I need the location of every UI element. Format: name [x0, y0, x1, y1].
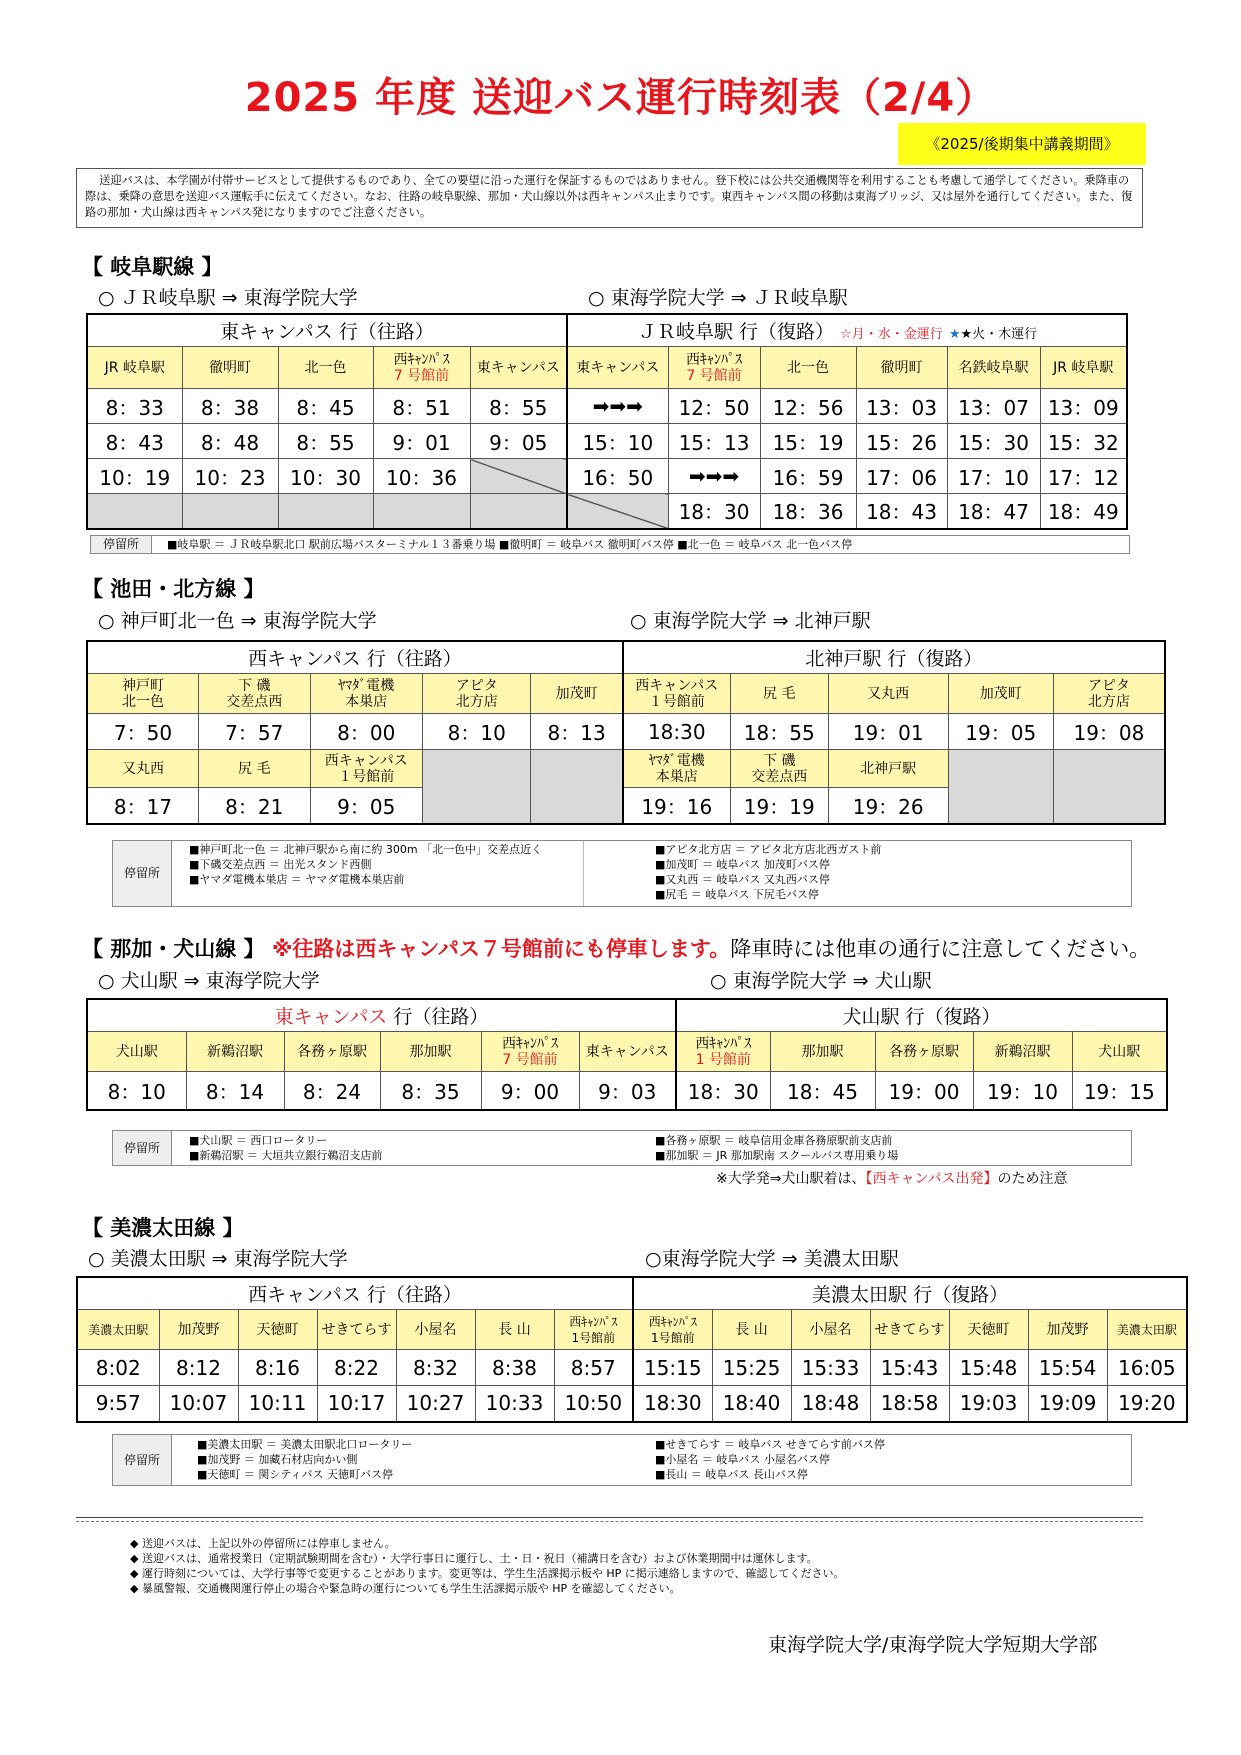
time-cell: 18:30 — [633, 1386, 712, 1422]
time-cell: 15：10 — [567, 424, 668, 459]
time-cell: 12：50 — [668, 389, 760, 424]
station-line: 1号館前 — [571, 1330, 616, 1345]
gifu-legend-a: ☆月・水・金運行 — [840, 327, 943, 342]
time-cell: 17：06 — [856, 459, 947, 494]
time-cell: 7：50 — [87, 714, 199, 750]
time-cell: 8：24 — [284, 1072, 380, 1110]
time-cell: 15：30 — [947, 424, 1040, 459]
station-cell: 長 山 — [475, 1310, 554, 1350]
naka-timetable — [86, 998, 1168, 1111]
time-cell: 10:33 — [475, 1386, 554, 1422]
stop-entry: ■那加駅 ＝ JR 那加駅南 スクールバス専用乗り場 — [655, 1149, 899, 1162]
period-badge: 《2025/後期集中講義期間》 — [898, 123, 1146, 165]
time-cell: 15:25 — [712, 1350, 791, 1386]
note-item: ◆ 暴風警報、交通機関運行停止の場合や緊急時の運行についても学生生活課掲示版や HP を確認してください。 — [130, 1582, 681, 1595]
time-cell: 18:40 — [712, 1386, 791, 1422]
station-cell: 天徳町 — [238, 1310, 317, 1350]
station-cell: 徹明町 — [856, 347, 947, 389]
station-line: 西ｷｬﾝﾊﾟｽ — [502, 1035, 558, 1052]
naka-header-out — [87, 999, 676, 1032]
time-cell: 8：55 — [470, 389, 567, 424]
station-cell: 新鵜沼駅 — [186, 1032, 284, 1072]
station-cell: 名鉄岐阜駅 — [947, 347, 1040, 389]
stop-entry: ■アピタ北方店 ＝ アピタ北方店北西ガスト前 — [655, 843, 882, 856]
empty-cell — [470, 459, 567, 494]
time-cell: 18:48 — [791, 1386, 870, 1422]
station-cell: 東キャンパス — [470, 347, 567, 389]
station-line: 7 号館前 — [393, 367, 450, 384]
station-line: 本巣店 — [655, 768, 698, 785]
divider-rule — [76, 1521, 1143, 1522]
arrow-cell: ➡➡➡ — [567, 389, 668, 424]
arrow-cell: ➡➡➡ — [668, 459, 760, 494]
station-cell — [730, 750, 828, 788]
time-cell: 8:12 — [159, 1350, 238, 1386]
time-cell: 8：48 — [182, 424, 278, 459]
time-cell: 10：19 — [87, 459, 182, 494]
station-cell: 小屋名 — [791, 1310, 870, 1350]
stop-entry: ■天徳町 ＝ 関シティバス 天徳町バス停 — [197, 1468, 394, 1481]
empty-cell — [182, 494, 278, 529]
station-line: 7 号館前 — [502, 1051, 558, 1068]
time-cell: 15:15 — [633, 1350, 712, 1386]
station-line: 西キャンパス — [635, 677, 719, 694]
mino-header-out: 西キャンパス 行（往路） — [77, 1277, 633, 1310]
stops-right — [655, 1437, 885, 1482]
time-cell: 18：55 — [730, 714, 828, 750]
naka-stops-box — [112, 1130, 1132, 1166]
time-cell: 10:07 — [159, 1386, 238, 1422]
ikeda-dir-out: ○ 神戸町北一色 ⇒ 東海学院大学 — [98, 610, 377, 632]
empty-cell — [423, 750, 531, 824]
stop-entry: ■せきてらす ＝ 岐阜バス せきてらす前バス停 — [655, 1438, 885, 1451]
time-cell: 10:27 — [396, 1386, 475, 1422]
station-cell: せきてらす — [317, 1310, 396, 1350]
station-cell: 又丸西 — [828, 674, 948, 714]
time-cell: 15:43 — [870, 1350, 949, 1386]
time-cell: 15：13 — [668, 424, 760, 459]
time-cell: 8：33 — [87, 389, 182, 424]
empty-cell — [278, 494, 373, 529]
time-cell: 18：47 — [947, 494, 1040, 529]
station-line: アピタ — [1087, 677, 1130, 694]
station-cell: 天徳町 — [949, 1310, 1028, 1350]
time-cell: 19:20 — [1107, 1386, 1187, 1422]
stop-entry: ■又丸西 ＝ 岐阜バス 又丸西バス停 — [655, 873, 830, 886]
station-line: ﾔﾏﾀﾞ電機 — [338, 677, 395, 694]
station-line: 7 号館前 — [686, 367, 742, 384]
time-cell: 8：51 — [373, 389, 470, 424]
time-cell: 10：36 — [373, 459, 470, 494]
time-cell: 16：59 — [760, 459, 856, 494]
stop-label: 停留所 — [113, 841, 172, 906]
time-cell: 8:16 — [238, 1350, 317, 1386]
notice-box — [76, 168, 1143, 228]
stop-label: 停留所 — [91, 536, 152, 553]
station-cell: 那加駅 — [770, 1032, 875, 1072]
station-cell: 加茂町 — [948, 674, 1053, 714]
time-cell: 18：49 — [1040, 494, 1127, 529]
station-cell — [676, 1032, 770, 1072]
station-cell: 徹明町 — [182, 347, 278, 389]
station-line: 北方店 — [1087, 693, 1130, 710]
time-cell: 8：13 — [531, 714, 623, 750]
notice-text: 送迎バスは、本学園が付帯サービスとして提供するものであり、全ての要望に沿った運行を保証するものではありません。登下校には公共交通機関等を利用することも考慮して通学してください。乗降車の際は、乗降の意思を送迎バス運転手に伝えてください。なお、往路の岐阜駅線、那加・犬山線以外は西キャンパス止まりです。東西キャンパス間の移動は東海ブリッジ、又は屋外を通行してください。また、復路の那加・犬山線は西キャンパス発になりますのでご注意ください。 — [85, 174, 1133, 219]
note-item: ◆ 送迎バスは、上記以外の停留所には停車しません。 — [130, 1537, 396, 1550]
time-cell: 13：07 — [947, 389, 1040, 424]
time-cell: 15：26 — [856, 424, 947, 459]
time-cell: 8:02 — [77, 1350, 159, 1386]
station-line: 西ｷｬﾝﾊﾟｽ — [695, 1035, 752, 1052]
time-cell: 13：03 — [856, 389, 947, 424]
time-cell: 8：17 — [87, 788, 199, 824]
time-cell: 9：05 — [310, 788, 423, 824]
time-cell: 15:48 — [949, 1350, 1028, 1386]
ikeda-dir-in: ○ 東海学院大学 ⇒ 北神戸駅 — [630, 610, 871, 632]
gifu-dir-in: ○ 東海学院大学 ⇒ ＪＲ岐阜駅 — [588, 287, 848, 309]
naka-heading-line — [82, 933, 1150, 963]
footnote-text: ※大学発⇒犬山駅着は、 — [716, 1171, 866, 1187]
station-cell: 北一色 — [760, 347, 856, 389]
time-cell: 19：00 — [875, 1072, 973, 1110]
time-cell: 17：10 — [947, 459, 1040, 494]
station-cell: 加茂野 — [1028, 1310, 1107, 1350]
time-cell: 15：32 — [1040, 424, 1127, 459]
naka-header-out-red: 東キャンパス — [274, 1006, 388, 1028]
stop-entry: ■長山 ＝ 岐阜バス 長山バス停 — [655, 1468, 808, 1481]
time-cell: 18:58 — [870, 1386, 949, 1422]
time-cell: 12：56 — [760, 389, 856, 424]
time-cell: 19：05 — [948, 714, 1053, 750]
mino-timetable — [76, 1276, 1188, 1423]
mino-dir-in: ○東海学院大学 ⇒ 美濃太田駅 — [645, 1248, 899, 1270]
stop-entry: ■犬山駅 ＝ 西口ロータリー — [189, 1134, 328, 1147]
gifu-heading: 【 岐阜駅線 】 — [82, 255, 223, 279]
gifu-stops-box — [90, 535, 1130, 554]
ikeda-header-out: 西キャンパス 行（往路） — [87, 641, 623, 674]
time-cell: 8:22 — [317, 1350, 396, 1386]
station-cell: せきてらす — [870, 1310, 949, 1350]
time-cell: 17：12 — [1040, 459, 1127, 494]
station-cell: 尻 毛 — [199, 750, 311, 788]
empty-cell — [567, 494, 668, 529]
time-cell: 18:30 — [623, 714, 730, 750]
gifu-timetable — [86, 313, 1128, 530]
time-cell: 10:17 — [317, 1386, 396, 1422]
station-cell — [623, 750, 730, 788]
station-cell — [481, 1032, 579, 1072]
station-cell: JR 岐阜駅 — [87, 347, 182, 389]
time-cell: 8:32 — [396, 1350, 475, 1386]
time-cell: 18：43 — [856, 494, 947, 529]
station-cell: 尻 毛 — [730, 674, 828, 714]
stops-right — [655, 1133, 898, 1163]
station-cell: 又丸西 — [87, 750, 199, 788]
time-cell: 19：15 — [1072, 1072, 1167, 1110]
station-line: 西ｷｬﾝﾊﾟｽ — [393, 351, 450, 368]
time-cell: 10:11 — [238, 1386, 317, 1422]
station-cell: 犬山駅 — [87, 1032, 186, 1072]
time-cell: 15：19 — [760, 424, 856, 459]
station-cell: 加茂野 — [159, 1310, 238, 1350]
stop-entry: ■各務ヶ原駅 ＝ 岐阜信用金庫各務原駅前支店前 — [655, 1134, 893, 1147]
stop-entry: ■新鵜沼駅 ＝ 大垣共立銀行鵜沼支店前 — [189, 1149, 383, 1162]
station-cell: 各務ヶ原駅 — [284, 1032, 380, 1072]
station-line: 神戸町 — [122, 677, 164, 694]
naka-header-in: 犬山駅 行（復路） — [676, 999, 1167, 1032]
time-cell: 15:33 — [791, 1350, 870, 1386]
gifu-header-in-text: ＪＲ岐阜駅 行（復路） — [638, 321, 835, 343]
stops-left — [197, 1437, 412, 1482]
station-cell: 加茂町 — [531, 674, 623, 714]
station-cell: 新鵜沼駅 — [973, 1032, 1072, 1072]
time-cell: 19：10 — [973, 1072, 1072, 1110]
time-cell: 8:38 — [475, 1350, 554, 1386]
empty-cell — [470, 494, 567, 529]
stops-right — [655, 842, 881, 902]
stop-entry: ■下磯交差点西 ＝ 出光スタンド西側 — [189, 858, 372, 871]
time-cell: 8：21 — [199, 788, 311, 824]
time-cell: 16：50 — [567, 459, 668, 494]
gifu-legend-b: ★火・木運行 — [960, 327, 1038, 342]
station-line: 西ｷｬﾝﾊﾟｽ — [686, 351, 743, 368]
station-cell: 小屋名 — [396, 1310, 475, 1350]
ikeda-heading: 【 池田・北方線 】 — [82, 577, 265, 601]
naka-heading: 【 那加・犬山線 】 — [82, 937, 265, 961]
naka-heading-note: 降車時には他車の通行に注意してください。 — [730, 937, 1151, 961]
time-cell: 15:54 — [1028, 1350, 1107, 1386]
empty-cell — [531, 750, 623, 824]
note-item: ◆ 運行時刻については、大学行事等で変更することがあります。変更等は、学生生活課掲示板や HP に掲示連絡しますので、確認してください。 — [130, 1567, 845, 1580]
time-cell: 18：36 — [760, 494, 856, 529]
station-line: ﾔﾏﾀﾞ電機 — [648, 752, 705, 769]
stop-entry: ■美濃太田駅 ＝ 美濃太田駅北口ロータリー — [197, 1438, 413, 1451]
time-cell: 8：55 — [278, 424, 373, 459]
stop-label: 停留所 — [113, 1435, 172, 1485]
station-line: 1 号館前 — [695, 1051, 751, 1068]
time-cell: 8：10 — [423, 714, 531, 750]
page-title: 2025 年度 送迎バス運行時刻表（2/4） — [244, 75, 997, 121]
station-line: １号館前 — [338, 768, 395, 785]
station-cell — [554, 1310, 633, 1350]
station-cell — [668, 347, 760, 389]
station-line: １号館前 — [648, 693, 705, 710]
station-cell — [423, 674, 531, 714]
station-cell — [633, 1310, 712, 1350]
naka-heading-red: ※往路は西キャンパス７号館前にも停車します。 — [271, 937, 731, 961]
station-cell: 東キャンパス — [579, 1032, 676, 1072]
time-cell: 8：35 — [380, 1072, 481, 1110]
station-line: 西ｷｬﾝﾊﾟｽ — [569, 1314, 618, 1329]
empty-cell — [373, 494, 470, 529]
gifu-dir-out: ○ ＪＲ岐阜駅 ⇒ 東海学院大学 — [98, 287, 358, 309]
time-cell: 18：30 — [668, 494, 760, 529]
station-line: 1号館前 — [650, 1330, 695, 1345]
time-cell: 19：01 — [828, 714, 948, 750]
station-cell: 各務ヶ原駅 — [875, 1032, 973, 1072]
divider-rule — [76, 1517, 1143, 1518]
time-cell: 8:57 — [554, 1350, 633, 1386]
station-cell — [87, 674, 199, 714]
station-cell: JR 岐阜駅 — [1040, 347, 1127, 389]
stop-entry: ■ヤマダ電機本巣店 ＝ ヤマダ電機本巣店前 — [189, 873, 405, 886]
time-cell: 18：45 — [770, 1072, 875, 1110]
stops-left — [189, 842, 579, 887]
station-line: 下 磯 — [238, 677, 271, 694]
time-cell: 10:50 — [554, 1386, 633, 1422]
time-cell: 8：10 — [87, 1072, 186, 1110]
station-cell — [310, 750, 423, 788]
station-line: 北方店 — [455, 693, 498, 710]
time-cell: 10：30 — [278, 459, 373, 494]
mino-dir-out: ○ 美濃太田駅 ⇒ 東海学院大学 — [88, 1248, 348, 1270]
station-line: 交差点西 — [751, 768, 808, 785]
station-cell — [623, 674, 730, 714]
gifu-header-in — [567, 314, 1127, 347]
time-cell: 9：05 — [470, 424, 567, 459]
station-cell — [1053, 674, 1165, 714]
station-line: 西キャンパス — [324, 752, 408, 769]
station-cell: 東キャンパス — [567, 347, 668, 389]
stop-entry: ■尻毛 ＝ 岐阜バス 下尻毛バス停 — [655, 888, 819, 901]
time-cell: 8：00 — [310, 714, 423, 750]
time-cell: 8：38 — [182, 389, 278, 424]
time-cell: 7：57 — [199, 714, 311, 750]
ikeda-stops-box — [112, 840, 1132, 907]
mino-header-in: 美濃太田駅 行（復路） — [633, 1277, 1187, 1310]
time-cell: 19：26 — [828, 788, 948, 824]
station-cell: 那加駅 — [380, 1032, 481, 1072]
station-cell — [310, 674, 423, 714]
footnote-red: 【西キャンパス出発】 — [865, 1171, 998, 1187]
time-cell: 9：03 — [579, 1072, 676, 1110]
mino-stops-box — [112, 1434, 1132, 1486]
stop-entry: ■加茂町 ＝ 岐阜バス 加茂町バス停 — [655, 858, 830, 871]
naka-dir-in: ○ 東海学院大学 ⇒ 犬山駅 — [710, 970, 932, 992]
time-cell: 10：23 — [182, 459, 278, 494]
time-cell: 19:09 — [1028, 1386, 1107, 1422]
time-cell: 8：43 — [87, 424, 182, 459]
time-cell: 8：45 — [278, 389, 373, 424]
station-cell: 美濃太田駅 — [77, 1310, 159, 1350]
star-icon: ★ — [948, 327, 961, 342]
time-cell: 19：16 — [623, 788, 730, 824]
time-cell: 19：08 — [1053, 714, 1165, 750]
stop-entry: ■神戸町北一色 ＝ 北神戸駅から南に約 300m 「北一色中」交差点近く — [189, 843, 543, 856]
stop-entry: ■小屋名 ＝ 岐阜バス 小屋名バス停 — [655, 1453, 830, 1466]
time-cell: 9：01 — [373, 424, 470, 459]
ikeda-header-in: 北神戸駅 行（復路） — [623, 641, 1165, 674]
note-item: ◆ 送迎バスは、通常授業日（定期試験期間を含む）・大学行事日に運行し、土・日・祝日（補講日を含む）および休業期間中は運休します。 — [130, 1552, 818, 1565]
naka-dir-out: ○ 犬山駅 ⇒ 東海学院大学 — [98, 970, 320, 992]
empty-cell — [1053, 750, 1165, 824]
station-cell: 長 山 — [712, 1310, 791, 1350]
time-cell: 19：19 — [730, 788, 828, 824]
station-cell — [199, 674, 311, 714]
footnote-text: のため注意 — [997, 1171, 1068, 1187]
time-cell: 18：30 — [676, 1072, 770, 1110]
time-cell: 9:57 — [77, 1386, 159, 1422]
station-cell: 美濃太田駅 — [1107, 1310, 1187, 1350]
empty-cell — [87, 494, 182, 529]
station-cell: 北一色 — [278, 347, 373, 389]
naka-footnote — [716, 1168, 1068, 1188]
time-cell: 16:05 — [1107, 1350, 1187, 1386]
footer-org: 東海学院大学/東海学院大学短期大学部 — [768, 1634, 1098, 1656]
station-line: 本巣店 — [345, 693, 388, 710]
stop-entry: ■加茂野 ＝ 加藏石材店向かい側 — [197, 1453, 358, 1466]
time-cell: 13：09 — [1040, 389, 1127, 424]
time-cell: 9：00 — [481, 1072, 579, 1110]
station-line: 交差点西 — [226, 693, 283, 710]
time-cell: 8：14 — [186, 1072, 284, 1110]
stop-text: ■岐阜駅 ＝ ＪＲ岐阜駅北口 駅前広場バスターミナル１３番乗り場 ■徹明町 ＝ 岐阜バス 徹明町バス停 ■北一色 ＝ 岐阜バス 北一色バス停 — [167, 538, 853, 551]
station-line: アピタ — [455, 677, 498, 694]
mino-heading: 【 美濃太田線 】 — [82, 1216, 244, 1240]
ikeda-timetable — [86, 640, 1166, 825]
naka-header-out-text: 行（往路） — [387, 1006, 489, 1028]
station-cell — [373, 347, 470, 389]
stop-label: 停留所 — [113, 1131, 172, 1165]
station-line: 西ｷｬﾝﾊﾟｽ — [648, 1314, 697, 1329]
notes-list — [130, 1536, 845, 1596]
station-cell: 犬山駅 — [1072, 1032, 1167, 1072]
station-cell: 北神戸駅 — [828, 750, 948, 788]
gifu-header-out: 東キャンパス 行（往路） — [87, 314, 567, 347]
stops-left — [189, 1133, 382, 1163]
empty-cell — [948, 750, 1053, 824]
station-line: 北一色 — [122, 693, 164, 710]
time-cell: 19:03 — [949, 1386, 1028, 1422]
station-line: 下 磯 — [763, 752, 796, 769]
